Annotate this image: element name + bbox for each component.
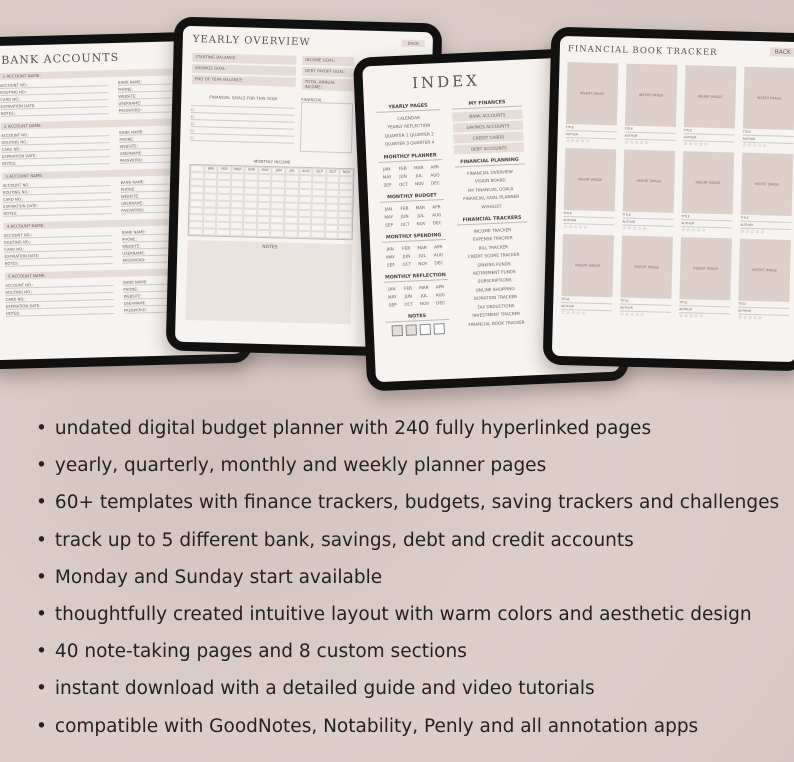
- month-link[interactable]: NOV: [416, 220, 426, 226]
- grid-cell: [297, 231, 311, 238]
- month-link[interactable]: JUN: [402, 253, 411, 259]
- field-label: NOTES:: [3, 207, 111, 217]
- month-link[interactable]: DEC: [434, 259, 444, 266]
- star-rating[interactable]: ☆☆☆☆☆: [622, 225, 648, 233]
- image-placeholder[interactable]: INSERT IMAGE: [566, 62, 619, 125]
- notes-template-icon[interactable]: [433, 323, 444, 334]
- field-label: ROUTING NO.:: [0, 86, 108, 96]
- feature-item: • undated digital budget planner with 240 fully hyperlinked pages: [36, 414, 779, 451]
- feature-item: • Monday and Sunday start available: [36, 563, 779, 600]
- month-link[interactable]: JAN: [384, 205, 393, 212]
- field-label: CARD NO.:: [5, 293, 113, 303]
- month-link[interactable]: OCT: [404, 301, 414, 307]
- feature-item: • instant download with a detailed guide and video tutorials: [36, 674, 779, 711]
- notes-template-icon[interactable]: [391, 325, 402, 336]
- field-label: CARD NO.:: [3, 193, 111, 203]
- grid-cell: [189, 228, 203, 235]
- grid-cell: [229, 229, 243, 236]
- grid-cell: [311, 231, 325, 238]
- image-placeholder[interactable]: INSERT IMAGE: [679, 237, 732, 300]
- month-link[interactable]: FEB: [400, 205, 409, 211]
- grid-cell: APR: [245, 166, 259, 173]
- grid-cell: MAY: [258, 167, 272, 174]
- account-number: 1: [2, 73, 6, 79]
- month-link[interactable]: MAR: [413, 164, 424, 170]
- feature-item: • thoughtfully created intuitive layout with warm colors and aesthetic design: [36, 600, 779, 637]
- grid-cell: JAN: [204, 165, 218, 172]
- page-title: YEARLY OVERVIEW: [192, 34, 311, 49]
- month-link[interactable]: MAY: [384, 213, 394, 220]
- field-label: PHONE:: [123, 283, 231, 293]
- image-placeholder[interactable]: INSERT IMAGE: [682, 151, 735, 214]
- income-heading: MONTHLY INCOME: [253, 158, 291, 165]
- title-label: TITLE: [679, 299, 730, 307]
- field-label: ACCOUNT NO.:: [2, 179, 110, 189]
- book-card: [561, 234, 614, 317]
- month-link[interactable]: JUL: [419, 252, 426, 258]
- grid-cell: [324, 232, 338, 239]
- field-label: USERNAME:: [121, 197, 229, 207]
- section-heading: FINANCIAL PLANNING: [454, 157, 524, 167]
- book-card: [738, 239, 791, 322]
- author-label: AUTHOR: [742, 136, 793, 144]
- account-name-label: ACCOUNT NAME:: [7, 122, 43, 129]
- field-label: WEBSITE:: [123, 290, 231, 300]
- author-label: AUTHOR: [563, 217, 614, 225]
- field-label: CARD NO.:: [4, 243, 112, 253]
- author-label: AUTHOR: [684, 134, 735, 142]
- grid-cell: [243, 229, 257, 236]
- field-label: ROUTING NO.:: [3, 186, 111, 196]
- goals-heading: FINANCIAL GOALS FOR THIS YEAR: [209, 94, 278, 102]
- page-title: INDEX: [411, 71, 481, 93]
- book-card: [563, 148, 616, 231]
- field-label: CARD NO.:: [0, 93, 108, 103]
- section-heading: YEARLY PAGES: [376, 103, 440, 113]
- index-link[interactable]: YEARLY REFLECTION: [387, 122, 431, 130]
- field-label: NOTES:: [5, 257, 113, 267]
- author-label: AUTHOR: [681, 220, 732, 228]
- month-link[interactable]: JUL: [417, 212, 425, 218]
- index-link[interactable]: INCOME TRACKER: [473, 227, 512, 234]
- month-link[interactable]: JUN: [400, 213, 409, 219]
- field-label: WEBSITE:: [120, 140, 228, 150]
- yearly-field: STARTING BALANCE:: [192, 53, 296, 65]
- feature-item: • yearly, quarterly, monthly and weekly planner pages: [36, 451, 779, 488]
- field-label: WEBSITE:: [122, 240, 230, 250]
- image-placeholder[interactable]: INSERT IMAGE: [684, 65, 737, 128]
- grid-cell: NOV: [340, 169, 354, 176]
- month-link[interactable]: SEP: [386, 261, 395, 268]
- star-rating[interactable]: ☆☆☆☆☆: [742, 142, 768, 150]
- field-label: USERNAME:: [120, 147, 228, 157]
- index-link[interactable]: SUBSCRIPTIONS: [477, 277, 512, 285]
- grid-cell: [216, 229, 230, 236]
- grid-cell: [284, 230, 298, 237]
- index-link[interactable]: INVESTMENT TRACKER: [472, 310, 521, 318]
- section-heading: MONTHLY PLANNER: [378, 153, 442, 163]
- back-button[interactable]: BACK: [402, 40, 425, 48]
- month-link[interactable]: MAR: [417, 244, 427, 250]
- title-label: TITLE: [684, 127, 735, 135]
- field-label: EXPIRATION DATE:: [3, 200, 111, 210]
- finance-link[interactable]: DEBT ACCOUNTS: [454, 143, 524, 155]
- field-label: ACCOUNT NO.:: [4, 229, 112, 239]
- month-link[interactable]: APR: [433, 243, 443, 250]
- month-link[interactable]: SEP: [383, 181, 392, 188]
- author-label: AUTHOR: [740, 222, 791, 230]
- book-card: [565, 62, 618, 145]
- field-label: PASSWORD:: [124, 304, 232, 314]
- field-label: ROUTING NO.:: [4, 236, 112, 246]
- book-tracker-screen: [552, 36, 794, 362]
- field-label: WEBSITE:: [121, 190, 229, 200]
- account-number: 4: [6, 223, 10, 229]
- index-link[interactable]: WISHLIST: [481, 203, 502, 210]
- section-heading: NOTES: [385, 313, 449, 323]
- section-heading: MONTHLY BUDGET: [380, 193, 444, 203]
- index-link[interactable]: MY FINANCIAL GOALS: [467, 185, 514, 193]
- author-label: AUTHOR: [620, 305, 671, 313]
- yearly-field: INCOME GOAL:: [302, 56, 354, 66]
- title-label: TITLE: [566, 124, 617, 132]
- month-link[interactable]: JAN: [383, 165, 391, 172]
- month-link[interactable]: FEB: [398, 165, 407, 171]
- yearly-field: DEBT PAYOFF GOAL:: [302, 67, 354, 77]
- month-link[interactable]: DEC: [430, 179, 440, 186]
- notes-template-icon[interactable]: [419, 323, 430, 334]
- book-card: [683, 65, 736, 148]
- month-link[interactable]: AUG: [430, 171, 440, 178]
- month-link[interactable]: FEB: [403, 285, 412, 291]
- income-grid: [188, 164, 355, 240]
- field-label: PHONE:: [118, 83, 226, 93]
- grid-cell: FEB: [218, 166, 232, 173]
- account-name-label: ACCOUNT NAME:: [10, 222, 45, 229]
- month-link[interactable]: MAY: [387, 293, 397, 300]
- grid-cell: [270, 230, 284, 237]
- month-link[interactable]: JAN: [386, 245, 394, 252]
- author-label: AUTHOR: [622, 219, 673, 227]
- month-link[interactable]: JUN: [404, 293, 413, 299]
- feature-list: [36, 414, 779, 749]
- field-label: EXPIRATION DATE:: [6, 300, 114, 310]
- image-placeholder[interactable]: INSERT IMAGE: [623, 150, 676, 213]
- field-label: USERNAME:: [124, 297, 232, 307]
- account-name-label: ACCOUNT NAME:: [9, 172, 44, 179]
- month-link[interactable]: JUL: [415, 172, 423, 178]
- field-label: PHONE:: [121, 183, 229, 193]
- field-label: NOTES:: [6, 307, 114, 317]
- account-number: 3: [5, 173, 8, 179]
- month-link[interactable]: MAY: [386, 253, 396, 260]
- month-link[interactable]: APR: [430, 163, 439, 170]
- image-placeholder[interactable]: INSERT IMAGE: [743, 67, 794, 130]
- account-number: 2: [3, 123, 7, 129]
- star-rating[interactable]: ☆☆☆☆☆: [740, 228, 766, 236]
- month-link[interactable]: OCT: [400, 221, 410, 227]
- image-placeholder[interactable]: INSERT IMAGE: [625, 64, 678, 127]
- title-label: TITLE: [625, 126, 676, 134]
- feature-item: • 40 note-taking pages and 8 custom sections: [36, 637, 779, 674]
- feature-item: • compatible with GoodNotes, Notability, Penly and all annotation apps: [36, 712, 779, 749]
- month-link[interactable]: JUL: [420, 292, 428, 298]
- book-card: [624, 64, 677, 147]
- grid-cell: JUL: [285, 168, 299, 175]
- star-rating[interactable]: ☆☆☆☆☆: [560, 309, 586, 317]
- title-label: TITLE: [561, 296, 612, 304]
- star-rating[interactable]: ☆☆☆☆☆: [737, 314, 763, 322]
- author-label: AUTHOR: [738, 308, 789, 316]
- field-label: BANK NAME:: [122, 226, 230, 236]
- finance-link[interactable]: BANK ACCOUNTS: [452, 110, 522, 122]
- month-link[interactable]: MAR: [419, 284, 429, 290]
- field-label: USERNAME:: [122, 247, 230, 257]
- month-link[interactable]: JUN: [399, 173, 407, 179]
- yearly-field: TOTAL ANNUAL INCOME:: [302, 78, 354, 91]
- month-link[interactable]: DEC: [432, 219, 442, 226]
- month-link[interactable]: AUG: [433, 251, 444, 258]
- image-placeholder[interactable]: INSERT IMAGE: [620, 236, 673, 299]
- book-card: [620, 236, 673, 319]
- notes-template-icon[interactable]: [405, 324, 416, 335]
- field-label: BANK NAME:: [123, 276, 231, 286]
- field-label: ROUTING NO.:: [5, 286, 113, 296]
- month-link[interactable]: AUG: [432, 211, 442, 218]
- notes-label: NOTES: [262, 244, 278, 251]
- title-label: TITLE: [740, 215, 791, 223]
- yearly-overview-screen: YEARLY OVERVIEW BACK STARTING BALANCE: SAVINGS GOAL: END OF YEAR BALANCE: INCOME GOAL: DEBT PAYOFF GOAL: TOTAL ANNUAL INCOME: FINANCIAL GOALS FOR THIS YEAR ☐ ☐ ☐ ☐ ☐ FINANCIAL MONTHLY INCOME JAN FEB MAR APR MAY JUN JUL AUG SEP OCT NOV NOTES: [175, 26, 433, 348]
- account-name-label: ACCOUNT NAME:: [11, 272, 46, 279]
- image-placeholder[interactable]: INSERT IMAGE: [564, 148, 617, 211]
- month-link[interactable]: NOV: [419, 300, 430, 306]
- month-link[interactable]: NOV: [414, 180, 425, 186]
- index-link[interactable]: RETIREMENT FUNDS: [472, 269, 516, 276]
- field-label: PHONE:: [122, 233, 230, 243]
- field-label: USERNAME:: [118, 97, 226, 107]
- section-heading: MONTHLY REFLECTION: [383, 273, 447, 283]
- star-rating[interactable]: ☆☆☆☆☆: [678, 313, 704, 320]
- month-link[interactable]: NOV: [418, 260, 428, 266]
- book-card: [740, 153, 793, 236]
- index-link[interactable]: ONLINE SHOPPING: [475, 285, 515, 293]
- grid-cell: JUN: [272, 167, 286, 174]
- month-link[interactable]: APR: [435, 283, 445, 290]
- index-link[interactable]: BILL TRACKER: [478, 244, 509, 251]
- image-placeholder[interactable]: INSERT IMAGE: [561, 234, 614, 297]
- field-label: NOTES:: [2, 157, 110, 167]
- month-link[interactable]: AUG: [435, 291, 445, 298]
- index-link[interactable]: SINKING FUNDS: [477, 260, 511, 268]
- index-link[interactable]: FINANCIAL GOAL PLANNER: [462, 193, 520, 202]
- title-label: TITLE: [620, 298, 671, 306]
- field-label: EXPIRATION DATE:: [0, 100, 108, 110]
- account-number: 5: [7, 273, 11, 279]
- title-label: TITLE: [738, 301, 789, 309]
- month-link[interactable]: APR: [432, 203, 441, 210]
- image-placeholder[interactable]: INSERT IMAGE: [738, 239, 791, 302]
- finance-link[interactable]: SAVINGS ACCOUNTS: [453, 121, 523, 133]
- index-link[interactable]: DONATION TRACKER: [473, 294, 518, 302]
- month-link[interactable]: DEC: [436, 299, 446, 306]
- month-link[interactable]: FEB: [402, 245, 411, 251]
- grid-cell: SEP: [313, 168, 327, 175]
- book-card: [679, 237, 732, 320]
- field-label: PASSWORD:: [122, 254, 230, 264]
- author-label: AUTHOR: [566, 131, 617, 139]
- index-link[interactable]: CALENDAR: [396, 115, 421, 121]
- field-label: ACCOUNT NO.:: [1, 129, 109, 139]
- star-rating[interactable]: ☆☆☆☆☆: [681, 227, 707, 234]
- title-label: TITLE: [563, 210, 614, 218]
- field-label: PASSWORD:: [119, 104, 227, 114]
- title-label: TITLE: [681, 213, 732, 221]
- field-label: PASSWORD:: [121, 204, 229, 214]
- index-link[interactable]: FINANCIAL BOOK TRACKER: [468, 319, 525, 327]
- title-label: TITLE: [743, 129, 794, 137]
- field-label: EXPIRATION DATE:: [2, 150, 110, 160]
- field-label: BANK NAME:: [120, 176, 228, 186]
- star-rating[interactable]: ☆☆☆☆☆: [619, 311, 645, 319]
- month-link[interactable]: OCT: [402, 261, 412, 267]
- grid-cell: OCT: [326, 169, 340, 176]
- author-label: AUTHOR: [561, 303, 612, 311]
- field-label: WEBSITE:: [118, 90, 226, 100]
- month-link[interactable]: JAN: [388, 285, 396, 292]
- index-link[interactable]: QUARTER 3 QUARTER 4: [384, 139, 435, 147]
- index-link[interactable]: TAX DEDUCTIONS: [477, 302, 515, 310]
- book-card: [742, 67, 794, 150]
- star-rating[interactable]: ☆☆☆☆☆: [563, 224, 589, 231]
- field-label: NOTES:: [1, 107, 109, 117]
- account-name-label: ACCOUNT NAME:: [6, 72, 41, 79]
- page-title: FINANCIAL BOOK TRACKER: [567, 44, 718, 58]
- month-link[interactable]: SEP: [385, 221, 394, 228]
- title-label: TITLE: [622, 212, 673, 220]
- star-rating[interactable]: ☆☆☆☆☆: [624, 139, 650, 147]
- grid-cell: [202, 228, 216, 235]
- grid-cell: MAR: [231, 166, 245, 173]
- field-label: ACCOUNT NO.:: [0, 79, 108, 89]
- page-title: BANK ACCOUNTS: [1, 50, 120, 67]
- finance-link[interactable]: CREDIT CARDS: [453, 132, 523, 144]
- field-label: CARD NO.:: [2, 143, 110, 153]
- section-heading: MONTHLY SPENDING: [382, 233, 446, 243]
- grid-cell: AUG: [299, 168, 313, 175]
- month-link[interactable]: SEP: [388, 301, 397, 308]
- index-link[interactable]: EXPENSE TRACKER: [472, 235, 513, 243]
- field-label: ROUTING NO.:: [1, 136, 109, 146]
- grid-cell: [338, 232, 352, 239]
- field-label: PHONE:: [119, 133, 227, 143]
- back-button[interactable]: BACK: [770, 47, 794, 57]
- image-placeholder[interactable]: INSERT IMAGE: [741, 153, 794, 216]
- index-link[interactable]: CREDIT SCORE TRACKER: [467, 252, 520, 260]
- month-link[interactable]: MAY: [382, 173, 392, 180]
- author-label: AUTHOR: [625, 133, 676, 141]
- field-label: ACCOUNT NO.:: [5, 279, 113, 289]
- section-heading: FINANCIAL TRACKERS: [457, 215, 527, 225]
- star-rating[interactable]: ☆☆☆☆☆: [565, 138, 591, 145]
- book-card: [622, 150, 675, 233]
- field-label: EXPIRATION DATE:: [4, 250, 112, 260]
- star-rating[interactable]: ☆☆☆☆☆: [683, 141, 709, 148]
- index-link[interactable]: VISION BOARD: [474, 177, 506, 185]
- month-link[interactable]: MAR: [415, 204, 426, 210]
- feature-item: • track up to 5 different bank, savings, debt and credit accounts: [36, 526, 779, 563]
- field-label: BANK NAME:: [118, 76, 226, 86]
- index-link[interactable]: FINANCIAL OVERVIEW: [466, 169, 513, 176]
- grid-cell: [257, 230, 271, 237]
- tablet-book-tracker: [543, 27, 794, 372]
- field-label: BANK NAME:: [119, 126, 227, 136]
- field-label: PASSWORD:: [120, 154, 228, 164]
- financial-heading: FINANCIAL: [301, 96, 323, 103]
- feature-item: • 60+ templates with finance trackers, budgets, saving trackers and challenges: [36, 488, 779, 525]
- yearly-field: SAVINGS GOAL:: [192, 64, 296, 76]
- book-card: [681, 151, 734, 234]
- index-link[interactable]: QUARTER 1 QUARTER 2: [384, 131, 434, 139]
- author-label: AUTHOR: [679, 306, 730, 314]
- section-heading: MY FINANCES: [452, 100, 522, 110]
- yearly-field: END OF YEAR BALANCE:: [192, 75, 296, 87]
- month-link[interactable]: OCT: [398, 181, 408, 187]
